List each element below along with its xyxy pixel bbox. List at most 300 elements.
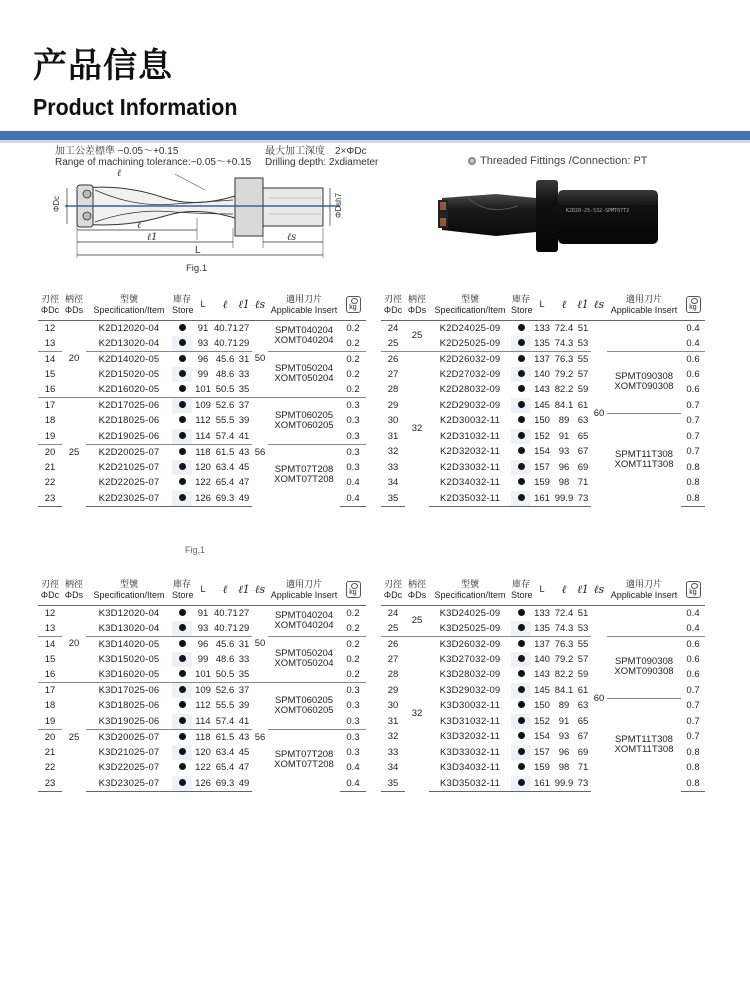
applicable-insert (268, 683, 340, 730)
cell-L: 161 (531, 491, 553, 507)
column-insert-label: 適用刀片 (625, 578, 662, 589)
cell-l1: 37 (238, 400, 250, 411)
cell-l1: 47 (238, 762, 250, 774)
cell-dc: 19 (38, 714, 62, 730)
column-spec (86, 290, 172, 320)
cell-l: 65.4 (215, 477, 235, 489)
cell-spec: K2D30032-11 (439, 415, 501, 427)
cell-L: 120 (195, 461, 211, 473)
cell-spec: K2D17025-06 (98, 400, 160, 411)
column-dc-label: ΦDc (40, 304, 60, 315)
column-L-label: L (200, 584, 206, 595)
in-stock-dot-icon (179, 640, 186, 647)
cell-l1: 73 (575, 776, 591, 792)
cell-dc: 18 (44, 415, 56, 427)
cell-spec: K2D22025-07 (98, 477, 160, 489)
cell-dc: 28 (387, 384, 399, 396)
cell-spec: K3D35032-11 (429, 776, 511, 792)
cell-store (511, 444, 531, 460)
column-spec-label: 型號 (119, 578, 138, 589)
cell-l: 61.5 (215, 446, 235, 458)
cell-l1: 39 (238, 700, 250, 712)
cell-l: 91 (558, 430, 570, 442)
cell-l: 82.2 (554, 669, 574, 681)
cell-L: 143 (534, 669, 550, 681)
cell-spec: K3D26032-09 (439, 638, 501, 650)
table-row (38, 729, 366, 745)
cell-spec: K2D24025-09 (439, 322, 501, 334)
cell-kg: 0.3 (346, 685, 360, 696)
column-insert (268, 575, 340, 605)
column-L-label: L (200, 299, 206, 310)
cell-l1: 29 (236, 621, 252, 637)
column-ds (62, 575, 86, 605)
column-l1 (575, 575, 591, 605)
column-spec-label: Specification/Item (93, 589, 165, 600)
column-dc-label: 刃徑 (40, 293, 59, 304)
column-spec-label: Specification/Item (434, 304, 506, 315)
cell-kg: 0.6 (686, 669, 700, 681)
cell-kg: 0.3 (340, 429, 366, 445)
in-stock-dot-icon (179, 701, 186, 708)
cell-store (511, 605, 531, 621)
column-spec (429, 575, 511, 605)
cell-kg: 0.7 (686, 446, 700, 458)
column-ls (591, 290, 607, 320)
k2d-table-small (38, 290, 366, 507)
table-row (381, 413, 705, 429)
insert-code: XOMT060205 (274, 704, 334, 716)
cell-kg: 0.6 (686, 653, 700, 665)
cell-dc: 27 (387, 368, 399, 380)
cell-l1: 51 (577, 322, 589, 334)
in-stock-dot-icon (518, 385, 525, 392)
cell-spec: K3D17025-06 (98, 685, 160, 696)
column-dc-label: ΦDc (383, 304, 403, 315)
cell-l1: 55 (577, 638, 589, 650)
cell-l: 57.4 (214, 429, 236, 445)
column-ds (62, 290, 86, 320)
cell-l: 72.4 (554, 607, 574, 619)
column-store-label: 庫存 (511, 293, 530, 304)
cell-spec: K2D31032-11 (439, 430, 501, 442)
cell-store (172, 429, 192, 445)
in-stock-dot-icon (179, 370, 186, 377)
cell-dc: 20 (44, 731, 56, 743)
cell-l: 69.3 (214, 776, 236, 792)
column-store-label: Store (511, 304, 533, 315)
cell-l1: 33 (238, 653, 250, 665)
cell-store (172, 729, 192, 745)
cell-spec: K3D27032-09 (439, 653, 501, 665)
cell-L: 145 (534, 684, 550, 696)
product-photo (438, 176, 663, 256)
in-stock-dot-icon (518, 355, 525, 362)
in-stock-dot-icon (518, 670, 525, 677)
cell-kg: 0.6 (686, 368, 700, 380)
applicable-insert (268, 605, 340, 636)
cell-store (172, 760, 192, 776)
cell-store (172, 698, 192, 714)
in-stock-dot-icon (518, 478, 525, 485)
cell-l: 40.71 (214, 621, 236, 637)
connection-label: Threaded Fittings /Connection: PT (480, 155, 648, 167)
cell-ds: 32 (411, 423, 423, 435)
in-stock-dot-icon (518, 640, 525, 647)
cell-ls: 60 (593, 692, 605, 704)
column-store-label: Store (172, 304, 194, 315)
column-l (553, 575, 575, 605)
cell-L: 112 (195, 415, 211, 427)
cell-l: 50.5 (214, 382, 236, 398)
cell-l: 52.6 (215, 400, 235, 411)
cell-l: 84.1 (554, 399, 574, 411)
cell-dc: 23 (38, 776, 62, 792)
applicable-insert (268, 729, 340, 791)
cell-L: 140 (534, 653, 550, 665)
cell-store (172, 444, 192, 460)
cell-kg: 0.3 (346, 731, 360, 743)
insert-code: XOMT090308 (614, 381, 674, 392)
cell-ls: 50 (252, 605, 268, 683)
cell-spec: K2D12020-04 (98, 322, 160, 334)
cell-l1: 65 (577, 430, 589, 442)
cell-L: 154 (534, 446, 550, 458)
cell-l1: 33 (238, 368, 250, 380)
column-l1-label: ℓ1 (577, 298, 589, 312)
cell-L: 157 (534, 461, 550, 473)
weight-icon: kg (686, 581, 701, 598)
cell-kg: 0.7 (686, 700, 700, 712)
cell-dc: 25 (381, 336, 405, 352)
cell-l: 96 (558, 746, 570, 758)
cell-l1: 27 (238, 322, 250, 334)
weight-icon: kg (346, 581, 361, 598)
column-dc-label: ΦDc (383, 589, 403, 600)
column-l (214, 575, 236, 605)
cell-store (511, 351, 531, 367)
cell-kg: 0.4 (340, 776, 366, 792)
cell-store (172, 621, 192, 637)
k3d-table-large (381, 575, 705, 792)
applicable-insert (268, 320, 340, 351)
insert-code: XOMT07T208 (274, 759, 334, 771)
cell-l1: 53 (575, 336, 591, 352)
in-stock-dot-icon (518, 447, 525, 454)
in-stock-dot-icon (179, 763, 186, 770)
table-row (38, 683, 366, 699)
column-ds-label: ΦDs (64, 304, 84, 315)
cell-dc: 18 (44, 700, 56, 712)
cell-L: 137 (534, 353, 550, 365)
cell-l1: 59 (577, 669, 589, 681)
cell-store (511, 491, 531, 507)
header-rule (0, 131, 750, 140)
cell-l: 45.6 (215, 353, 235, 365)
weight-icon: kg (346, 296, 361, 313)
cell-dc: 16 (38, 667, 62, 683)
cell-ds: 25 (68, 446, 80, 458)
insert-code: XOMT11T308 (614, 458, 674, 470)
column-ls-label: ℓs (254, 298, 266, 312)
applicable-insert (268, 444, 340, 506)
cell-store (172, 382, 192, 398)
cell-l: 79.2 (554, 653, 574, 665)
column-insert (607, 575, 681, 605)
insert-code: SPMT11T308 (615, 733, 673, 745)
table-row (38, 605, 366, 621)
cell-l1: 69 (577, 746, 589, 758)
dim-ds: ΦDsh7 (334, 192, 343, 218)
column-dc (38, 575, 62, 605)
cell-spec: K3D33032-11 (439, 746, 501, 758)
cell-L: 122 (195, 477, 211, 489)
cell-store (172, 605, 192, 621)
cell-store (511, 714, 531, 730)
cell-kg: 0.2 (346, 322, 360, 334)
in-stock-dot-icon (518, 732, 525, 739)
cell-store (511, 776, 531, 792)
insert-code: SPMT050204 (274, 648, 334, 660)
cell-L: 109 (195, 400, 211, 411)
cell-store (172, 745, 192, 761)
page-title-cn: 产品信息 (33, 46, 173, 86)
cell-spec: K3D21025-07 (98, 746, 160, 758)
cell-l: 74.3 (553, 621, 575, 637)
cell-l: 40.71 (214, 607, 238, 619)
cell-l1: 37 (238, 685, 250, 696)
cell-L: 135 (531, 336, 553, 352)
cell-L: 154 (534, 731, 550, 743)
column-store (511, 575, 531, 605)
cell-dc: 30 (387, 700, 399, 712)
in-stock-dot-icon (518, 701, 525, 708)
cell-store (172, 491, 192, 507)
cell-kg: 0.2 (340, 382, 366, 398)
applicable-insert-blank (607, 320, 681, 351)
cell-dc: 32 (387, 446, 399, 458)
cell-l: 98 (558, 762, 570, 774)
cell-l: 50.5 (214, 667, 236, 683)
in-stock-dot-icon (518, 624, 525, 631)
column-dc (381, 575, 405, 605)
column-store-label: Store (172, 589, 194, 600)
cell-dc: 24 (387, 322, 399, 334)
column-L (531, 290, 553, 320)
cell-kg: 0.2 (340, 336, 366, 352)
cell-store (511, 745, 531, 761)
cell-store (172, 413, 192, 429)
cell-l1: 29 (236, 336, 252, 352)
in-stock-dot-icon (179, 748, 186, 755)
cell-l: 63.4 (215, 746, 235, 758)
insert-code: SPMT07T208 (274, 464, 334, 476)
cell-kg: 0.6 (686, 384, 700, 396)
cell-L: 157 (534, 746, 550, 758)
cell-ds: 25 (405, 605, 429, 636)
column-ds-label: 柄徑 (407, 578, 426, 589)
cell-l1: 71 (577, 762, 589, 774)
in-stock-dot-icon (179, 655, 186, 662)
column-l-label: ℓ (222, 583, 228, 597)
applicable-insert (607, 636, 681, 698)
insert-code: XOMT040204 (274, 334, 334, 346)
cell-kg: 0.4 (346, 762, 360, 774)
column-ds-label: ΦDs (407, 589, 427, 600)
cell-l1: 39 (238, 415, 250, 427)
column-insert-label: Applicable Insert (610, 589, 678, 600)
cell-L: 126 (192, 491, 214, 507)
cell-store (511, 683, 531, 699)
insert-code: SPMT11T308 (615, 448, 673, 460)
cell-l: 48.6 (215, 653, 235, 665)
cell-L: 152 (534, 430, 550, 442)
cell-l: 84.1 (554, 684, 574, 696)
cell-dc: 33 (387, 746, 399, 758)
cell-L: 118 (195, 446, 211, 458)
cell-ls: 56 (254, 731, 266, 743)
cell-L: 93 (192, 621, 214, 637)
cell-kg: 0.7 (686, 430, 700, 442)
cell-L: 91 (197, 607, 209, 619)
cell-L: 118 (195, 731, 211, 743)
cell-l1: 41 (236, 714, 252, 730)
applicable-insert (268, 636, 340, 683)
cell-dc: 29 (387, 399, 399, 411)
cell-l: 40.71 (214, 322, 238, 334)
cell-dc: 13 (38, 621, 62, 637)
bullet-icon (468, 157, 476, 165)
cell-spec: K3D12020-04 (98, 607, 160, 619)
weight-icon: kg (686, 296, 701, 313)
table-row (381, 636, 705, 652)
cell-store (172, 776, 192, 792)
cell-kg: 0.4 (340, 491, 366, 507)
cell-ds: 25 (405, 320, 429, 351)
cell-l1: 71 (577, 477, 589, 489)
cell-L: 93 (192, 336, 214, 352)
cell-L: 135 (531, 621, 553, 637)
cell-l: 52.6 (215, 685, 235, 696)
cell-spec: K3D16020-05 (86, 667, 172, 683)
cell-l1: 47 (238, 477, 250, 489)
cell-L: 120 (195, 746, 211, 758)
in-stock-dot-icon (179, 717, 186, 724)
column-spec-label: Specification/Item (93, 304, 165, 315)
cell-dc: 21 (44, 746, 56, 758)
column-l1-label: ℓ1 (238, 298, 250, 312)
cell-kg: 0.7 (686, 731, 700, 743)
cell-kg: 0.7 (686, 715, 700, 727)
column-insert-label: 適用刀片 (285, 578, 322, 589)
column-insert-label: Applicable Insert (270, 304, 338, 315)
in-stock-dot-icon (518, 717, 525, 724)
column-ds (405, 290, 429, 320)
cell-dc: 25 (381, 621, 405, 637)
column-dc-label: 刃徑 (383, 578, 402, 589)
cell-store (511, 429, 531, 445)
cell-store (511, 475, 531, 491)
cell-L: 133 (534, 322, 550, 334)
cell-l: 98 (558, 477, 570, 489)
insert-code: SPMT040204 (274, 324, 334, 336)
insert-code: XOMT050204 (274, 658, 334, 670)
cell-l: 72.4 (554, 322, 574, 334)
cell-L: 122 (195, 762, 211, 774)
in-stock-dot-icon (518, 609, 525, 616)
cell-L: 101 (192, 667, 214, 683)
cell-spec: K2D35032-11 (429, 491, 511, 507)
cell-L: 152 (534, 715, 550, 727)
in-stock-dot-icon (179, 355, 186, 362)
cell-kg: 0.2 (340, 667, 366, 683)
cell-spec: K2D25025-09 (429, 336, 511, 352)
cell-dc: 26 (387, 353, 399, 365)
cell-l1: 55 (577, 353, 589, 365)
cell-kg: 0.8 (681, 776, 705, 792)
table-row (381, 351, 705, 367)
table-row (381, 320, 705, 336)
k3d-table-small (38, 575, 366, 792)
column-l-label: ℓ (222, 298, 228, 312)
cell-store (172, 636, 192, 652)
cell-spec: K2D33032-11 (439, 461, 501, 473)
column-l1-label: ℓ1 (577, 583, 589, 597)
insert-code: XOMT060205 (274, 419, 334, 431)
column-spec-label: Specification/Item (434, 589, 506, 600)
cell-dc: 19 (38, 429, 62, 445)
cell-kg: 0.2 (346, 368, 360, 380)
cell-L: 140 (534, 368, 550, 380)
in-stock-dot-icon (179, 733, 186, 740)
column-spec (429, 290, 511, 320)
in-stock-dot-icon (179, 416, 186, 423)
cell-spec: K3D24025-09 (439, 607, 501, 619)
cell-L: 143 (534, 384, 550, 396)
cell-dc: 14 (44, 353, 56, 365)
insert-code: SPMT07T208 (274, 749, 334, 761)
cell-store (172, 336, 192, 352)
depth-note-cn: 最大加工深度 2×ΦDc (265, 146, 367, 157)
cell-store (172, 351, 192, 367)
cell-kg: 0.2 (346, 638, 360, 650)
column-store-label: 庫存 (172, 293, 191, 304)
insert-code: SPMT040204 (274, 609, 334, 621)
cell-spec: K2D27032-09 (439, 368, 501, 380)
cell-dc: 31 (387, 430, 399, 442)
cell-l1: 73 (575, 491, 591, 507)
cell-l: 91 (558, 715, 570, 727)
cell-spec: K2D18025-06 (98, 415, 160, 427)
cell-l1: 53 (575, 621, 591, 637)
cell-spec: K3D34032-11 (439, 762, 501, 774)
cell-L: 161 (531, 776, 553, 792)
cell-dc: 17 (44, 400, 56, 411)
column-l (214, 290, 236, 320)
page-title-en: Product Information (33, 94, 238, 120)
cell-store (511, 621, 531, 637)
cell-kg: 0.3 (346, 746, 360, 758)
cell-L: 114 (192, 429, 214, 445)
cell-kg: 0.2 (346, 607, 360, 619)
in-stock-dot-icon (179, 385, 186, 392)
cell-store (172, 683, 192, 699)
column-ds-label: ΦDs (64, 589, 84, 600)
column-L (531, 575, 553, 605)
column-dc (38, 290, 62, 320)
cell-kg: 0.7 (686, 684, 700, 696)
column-insert-label: 適用刀片 (285, 293, 322, 304)
